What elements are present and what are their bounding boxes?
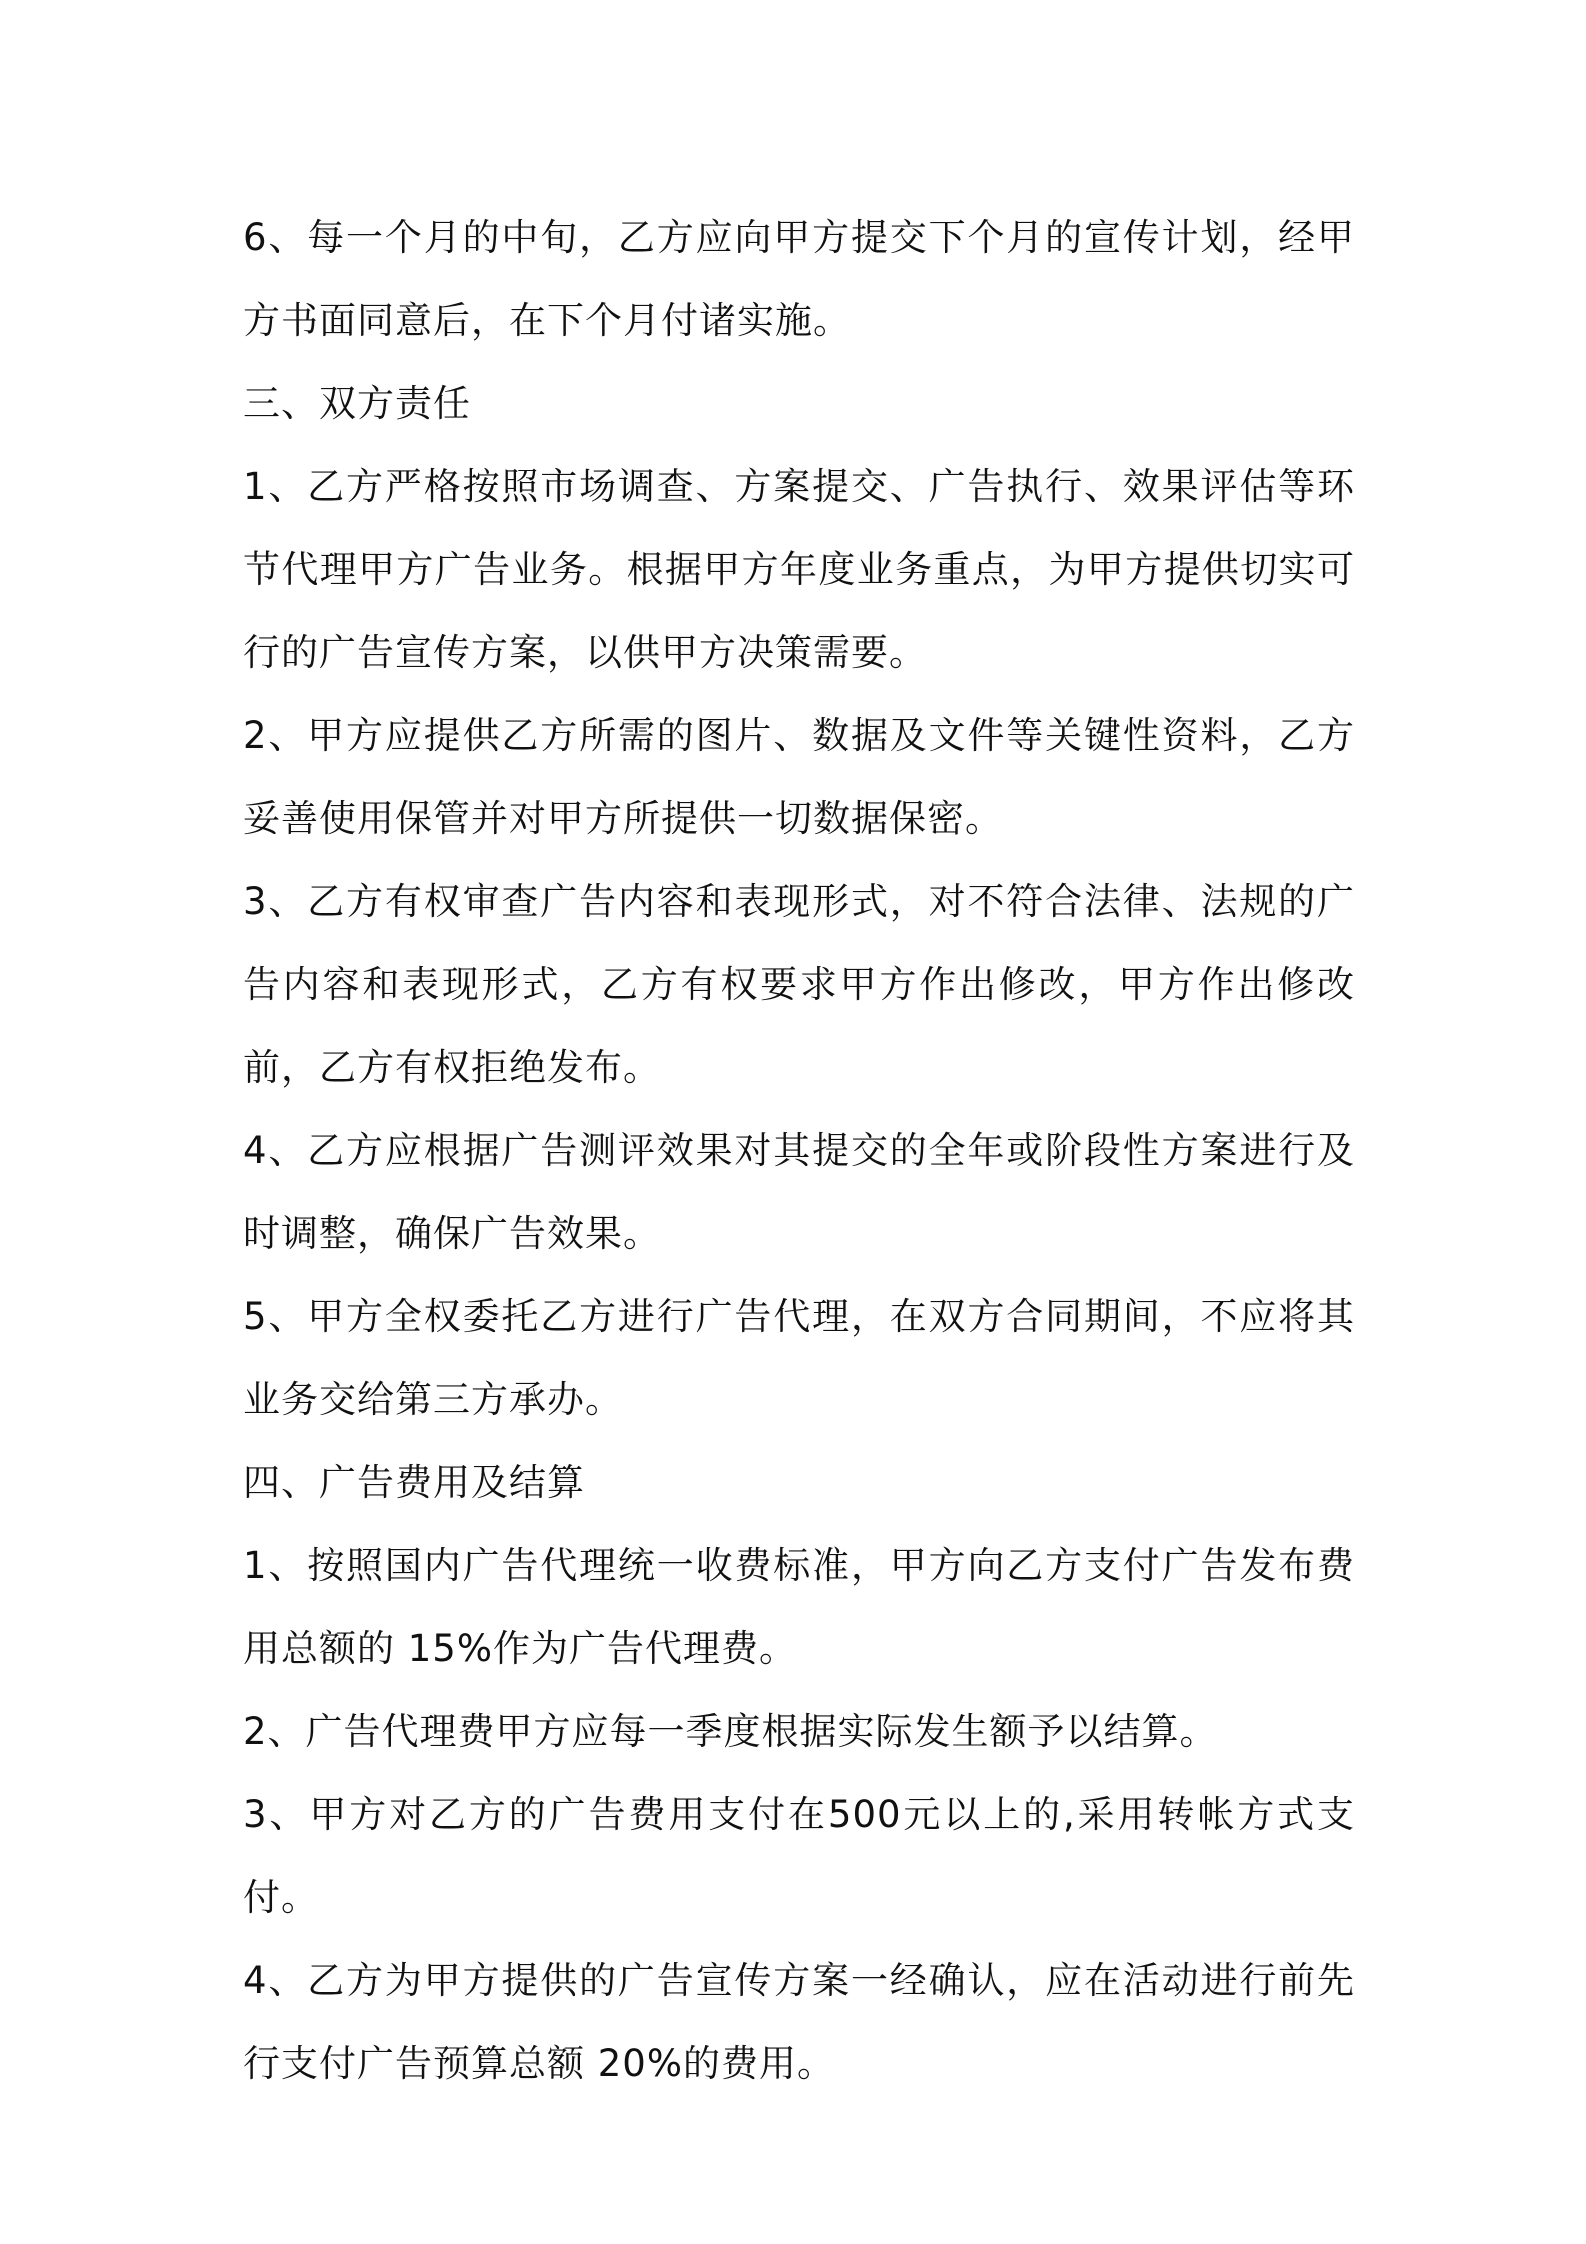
section-heading-responsibilities: 三、双方责任 <box>243 382 471 425</box>
paragraph-responsibility-1: 1、乙方严格按照市场调查、方案提交、广告执行、效果评估等环节代理甲方广告业务。根据甲方年度业务重点，为甲方提供切实可行的广告宣传方案，以供甲方决策需要。 <box>243 465 1355 674</box>
document-body <box>243 196 1355 2105</box>
paragraph-fee-1: 1、按照国内广告代理统一收费标准，甲方向乙方支付广告发布费用总额的 15%作为广告代理费。 <box>243 1544 1355 1670</box>
paragraph-plan-submission: 6、每一个月的中旬，乙方应向甲方提交下个月的宣传计划，经甲方书面同意后，在下个月付诸实施。 <box>243 216 1355 342</box>
paragraph-fee-2: 2、广告代理费甲方应每一季度根据实际发生额予以结算。 <box>243 1710 1218 1753</box>
paragraph-fee-4: 4、乙方为甲方提供的广告宣传方案一经确认，应在活动进行前先行支付广告预算总额 20%的费用。 <box>243 1959 1355 2085</box>
paragraph-fee-3: 3、甲方对乙方的广告费用支付在500元以上的,采用转帐方式支付。 <box>243 1793 1355 1919</box>
paragraph-responsibility-5: 5、甲方全权委托乙方进行广告代理，在双方合同期间，不应将其业务交给第三方承办。 <box>243 1295 1355 1421</box>
paragraph-responsibility-4: 4、乙方应根据广告测评效果对其提交的全年或阶段性方案进行及时调整，确保广告效果。 <box>243 1129 1355 1255</box>
paragraph-responsibility-3: 3、乙方有权审查广告内容和表现形式，对不符合法律、法规的广告内容和表现形式，乙方有权要求甲方作出修改，甲方作出修改前，乙方有权拒绝发布。 <box>243 880 1355 1089</box>
paragraph-responsibility-2: 2、甲方应提供乙方所需的图片、数据及文件等关键性资料，乙方妥善使用保管并对甲方所提供一切数据保密。 <box>243 714 1355 840</box>
section-heading-fees: 四、广告费用及结算 <box>243 1461 585 1504</box>
